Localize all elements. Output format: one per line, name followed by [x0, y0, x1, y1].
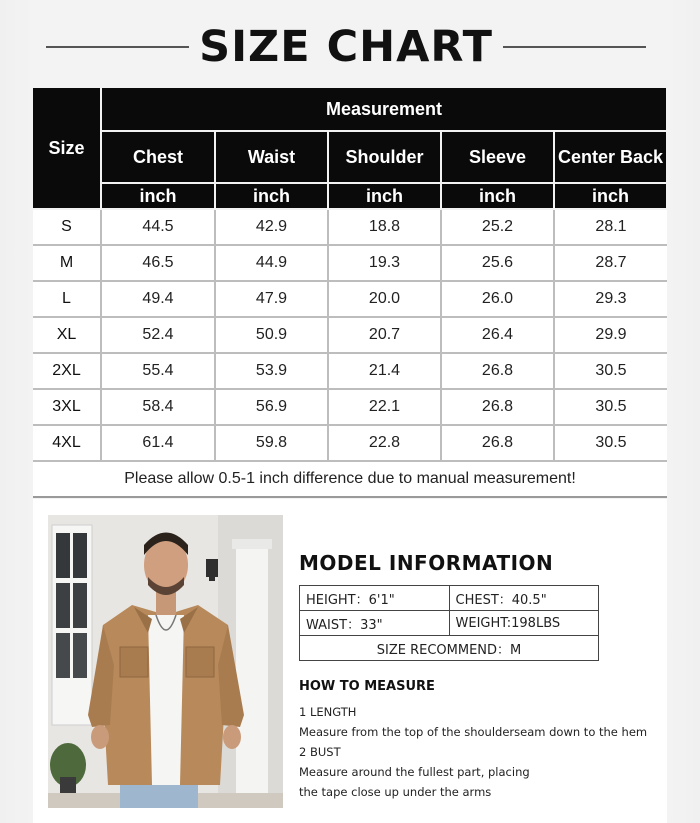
value-cell: 25.6	[441, 245, 554, 281]
value-cell: 56.9	[215, 389, 328, 425]
value-cell: 59.8	[215, 425, 328, 461]
table-row	[33, 209, 667, 245]
model-section	[33, 499, 667, 823]
model-photo	[48, 515, 283, 808]
value-cell: 26.0	[441, 281, 554, 317]
size-cell: 4XL	[33, 425, 101, 461]
column-header-center-back: Center Back	[554, 131, 667, 183]
column-header-sleeve: Sleeve	[441, 131, 554, 183]
how-to-measure-title: HOW TO MEASURE	[299, 679, 435, 694]
model-chest: CHEST：40.5"	[449, 586, 599, 611]
value-cell: 46.5	[101, 245, 215, 281]
value-cell: 47.9	[215, 281, 328, 317]
model-weight: WEIGHT:198LBS	[449, 611, 599, 636]
value-cell: 26.4	[441, 317, 554, 353]
value-cell: 29.9	[554, 317, 667, 353]
value-cell: 18.8	[328, 209, 441, 245]
value-cell: 28.7	[554, 245, 667, 281]
value-cell: 52.4	[101, 317, 215, 353]
table-row	[33, 281, 667, 317]
value-cell: 22.1	[328, 389, 441, 425]
size-cell: XL	[33, 317, 101, 353]
how-to-line: 1 LENGTH	[299, 705, 357, 719]
model-height: HEIGHT：6'1"	[300, 586, 450, 611]
title-rule-left	[46, 46, 189, 48]
table-row	[33, 245, 667, 281]
value-cell: 44.5	[101, 209, 215, 245]
unit-header-center-back: inch	[554, 183, 667, 209]
value-cell: 53.9	[215, 353, 328, 389]
column-header-shoulder: Shoulder	[328, 131, 441, 183]
value-cell: 50.9	[215, 317, 328, 353]
value-cell: 25.2	[441, 209, 554, 245]
unit-header-shoulder: inch	[328, 183, 441, 209]
model-size-recommend: SIZE RECOMMEND：M	[300, 636, 599, 661]
unit-header-waist: inch	[215, 183, 328, 209]
size-cell: L	[33, 281, 101, 317]
column-header-chest: Chest	[101, 131, 215, 183]
value-cell: 19.3	[328, 245, 441, 281]
value-cell: 30.5	[554, 425, 667, 461]
how-to-line: the tape close up under the arms	[299, 785, 492, 799]
table-row	[33, 353, 667, 389]
title-bar	[46, 18, 646, 76]
value-cell: 61.4	[101, 425, 215, 461]
value-cell: 22.8	[328, 425, 441, 461]
value-cell: 44.9	[215, 245, 328, 281]
title-rule-right	[503, 46, 646, 48]
page-title: SIZE CHART	[199, 22, 493, 72]
column-header-waist: Waist	[215, 131, 328, 183]
value-cell: 30.5	[554, 389, 667, 425]
model-waist: WAIST：33"	[300, 611, 450, 636]
measurement-header: Measurement	[101, 87, 667, 131]
value-cell: 42.9	[215, 209, 328, 245]
table-row	[33, 389, 667, 425]
value-cell: 55.4	[101, 353, 215, 389]
model-info-title: MODEL INFORMATION	[299, 551, 554, 575]
size-header: Size	[33, 87, 101, 209]
size-table	[33, 86, 668, 462]
value-cell: 20.0	[328, 281, 441, 317]
value-cell: 28.1	[554, 209, 667, 245]
unit-header-chest: inch	[101, 183, 215, 209]
how-to-line: 2 BUST	[299, 745, 341, 759]
size-cell: 2XL	[33, 353, 101, 389]
table-row	[33, 317, 667, 353]
how-to-line: Measure around the fullest part, placing	[299, 765, 530, 779]
size-cell: S	[33, 209, 101, 245]
model-photo-image	[48, 515, 283, 808]
value-cell: 58.4	[101, 389, 215, 425]
value-cell: 26.8	[441, 389, 554, 425]
size-table-body	[33, 209, 667, 461]
how-to-measure	[299, 679, 659, 802]
value-cell: 49.4	[101, 281, 215, 317]
model-info-table	[299, 585, 599, 661]
size-cell: 3XL	[33, 389, 101, 425]
value-cell: 30.5	[554, 353, 667, 389]
value-cell: 21.4	[328, 353, 441, 389]
value-cell: 26.8	[441, 425, 554, 461]
size-cell: M	[33, 245, 101, 281]
table-row	[33, 425, 667, 461]
value-cell: 26.8	[441, 353, 554, 389]
measurement-note: Please allow 0.5-1 inch difference due to manual measurement!	[33, 462, 667, 498]
value-cell: 20.7	[328, 317, 441, 353]
unit-header-sleeve: inch	[441, 183, 554, 209]
value-cell: 29.3	[554, 281, 667, 317]
how-to-line: Measure from the top of the shoulderseam down to the hem	[299, 725, 648, 739]
